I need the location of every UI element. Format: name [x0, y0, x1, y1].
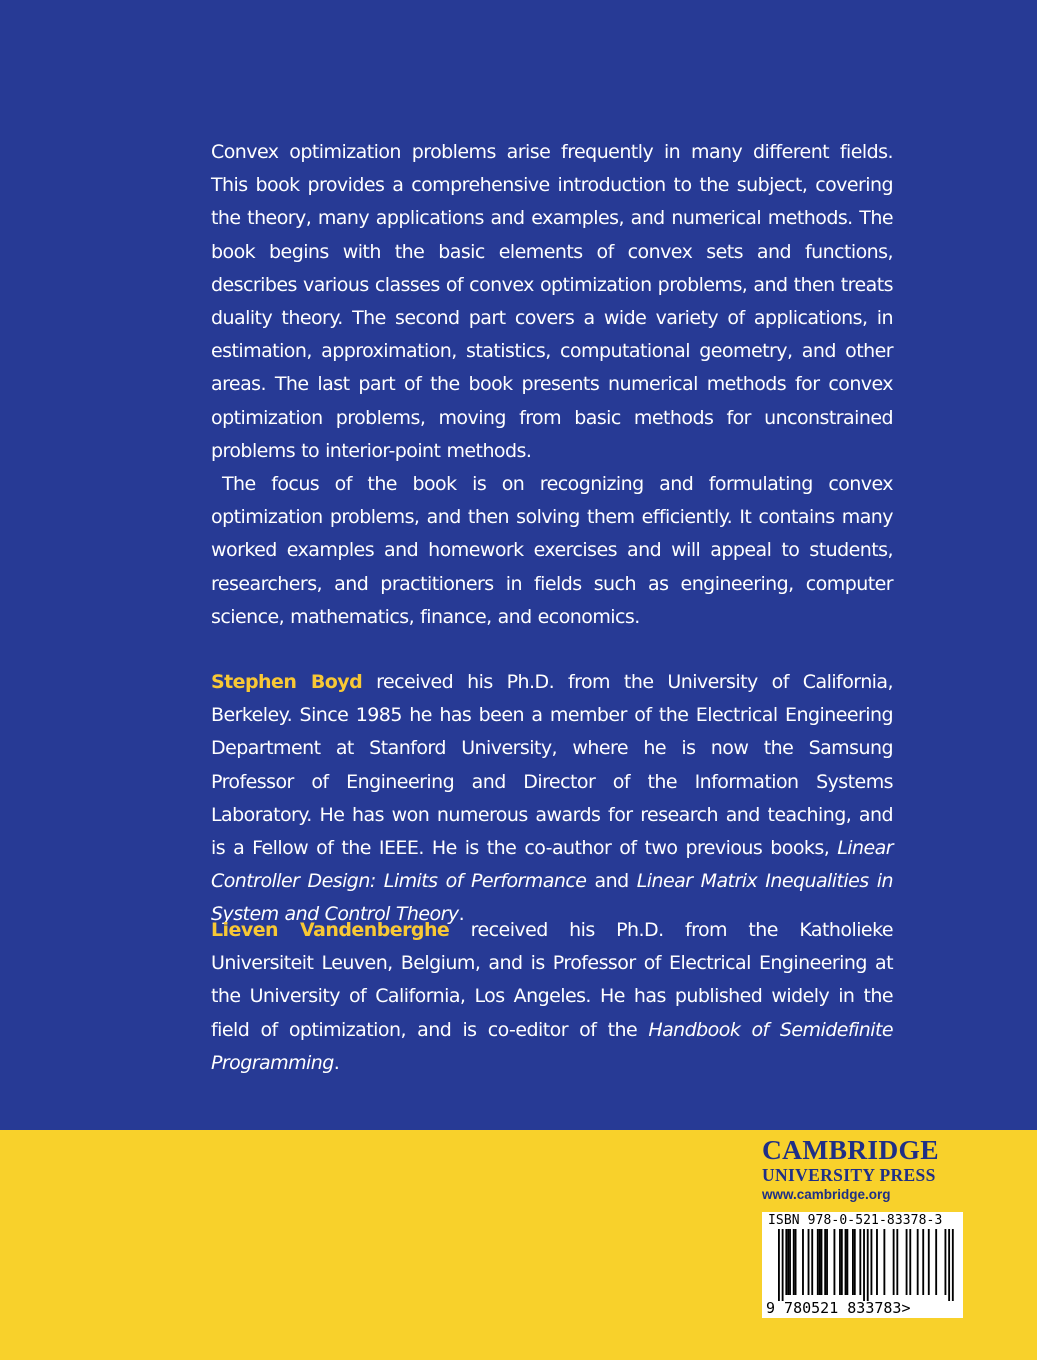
barcode-bar [834, 1229, 836, 1295]
barcode-bar [906, 1229, 908, 1295]
author-bio-boyd [211, 666, 893, 932]
book-title: Linear Controller Design: Limits of Performance [211, 837, 893, 893]
author-bio-text: and [586, 870, 637, 893]
publisher-url: www.cambridge.org [762, 1187, 891, 1202]
barcode-bar [808, 1229, 810, 1295]
barcode-bar [863, 1229, 865, 1301]
barcode-bar [896, 1229, 898, 1295]
barcode-bar [789, 1229, 791, 1295]
barcode-bar [821, 1229, 823, 1295]
book-title: Handbook of Semidefinite Programming [211, 1018, 893, 1074]
barcode-digits [766, 1299, 911, 1317]
barcode-bar [819, 1229, 821, 1295]
barcode-bar [824, 1229, 826, 1295]
book-title: Linear Matrix Inequalities in System and Control Theory [211, 870, 893, 926]
book-description [211, 136, 893, 634]
author-bio-paragraph [211, 666, 893, 932]
barcode-bar [928, 1229, 930, 1295]
barcode-bar [854, 1229, 856, 1295]
barcode-bar [787, 1229, 789, 1295]
barcode-bar [871, 1229, 873, 1295]
barcode-bar [876, 1229, 878, 1295]
publisher-subtitle: UNIVERSITY PRESS [762, 1165, 936, 1185]
barcode-bar [839, 1229, 841, 1295]
author-bio-text: . [333, 1051, 340, 1074]
barcode-bar [952, 1229, 954, 1301]
barcode-bar [841, 1229, 843, 1295]
barcode-number: 9 780521 833783 [766, 1299, 902, 1317]
author-bio-text: received his Ph.D. from the University of California, Berkeley. Since 1985 he has been a member of the Electrical Engineering Department at Stanford University, where he is now the Samsung Professor of Engineering and Director of the Information Systems Laboratory. He has won numerous awards for research and teaching, and is a Fellow of the IEEE. He is the co-author of two previous books, [211, 671, 893, 860]
barcode-bar [909, 1229, 911, 1295]
barcode-bar [852, 1229, 854, 1295]
barcode-bar [948, 1229, 950, 1301]
barcode-bar [945, 1229, 947, 1295]
barcode-bar [778, 1229, 780, 1301]
barcode-bar [917, 1229, 919, 1295]
barcode-end-mark: > [901, 1299, 911, 1317]
author-bio-vandenberghe [211, 914, 893, 1080]
publisher-logo [762, 1135, 966, 1205]
barcode-bar [883, 1229, 885, 1295]
barcode-bar [893, 1229, 895, 1295]
barcode-icon [762, 1229, 963, 1301]
barcode-bar [867, 1229, 869, 1301]
author-bio-text: received his Ph.D. from the Katholieke Universiteit Leuven, Belgium, and is Professor of Electrical Engineering at the University of California, Los Angeles. He has published widely in the field of optimization, and is co-editor of the [211, 919, 893, 1041]
barcode-bar [793, 1229, 795, 1295]
isbn-barcode [762, 1212, 963, 1318]
barcode-bar [785, 1229, 787, 1295]
barcode-bar [802, 1229, 804, 1295]
barcode-bar [817, 1229, 819, 1295]
publisher-name: CAMBRIDGE [762, 1134, 939, 1165]
description-paragraph-1: Convex optimization problems arise frequently in many different fields. This book provides a comprehensive introduction to the subject, covering the theory, many applications and examples, and numerical methods. The book begins with the basic elements of convex sets and functions, describes various classes of convex optimization problems, and then treats duality theory. The second part covers a wide variety of applications, in estimation, approximation, statistics, computational geometry, and other areas. The last part of the book presents numerical methods for convex optimization problems, moving from basic methods for unconstrained problems to interior-point methods. [211, 141, 893, 462]
author-bio-paragraph [211, 914, 893, 1080]
author-bio-text: . [458, 903, 465, 926]
author-name: Stephen Boyd [211, 671, 363, 693]
barcode-bar [782, 1229, 784, 1301]
barcode-bar [826, 1229, 828, 1295]
barcode-bar [811, 1229, 813, 1295]
barcode-bar [859, 1229, 861, 1295]
barcode-bar [935, 1229, 937, 1295]
isbn-label: ISBN 978-0-521-83378-3 [768, 1213, 943, 1228]
barcode-bar [795, 1229, 797, 1295]
barcode-bar [846, 1229, 848, 1295]
barcode-bar [922, 1229, 924, 1295]
description-paragraph-2: The focus of the book is on recognizing and formulating convex optimization problems, and then solving them efficiently. It contains many worked examples and homework exercises and will appeal to students, researchers, and practitioners in fields such as engineering, computer science, mathematics, finance, and economics. [211, 473, 893, 628]
author-name: Lieven Vandenberghe [211, 919, 450, 941]
barcode-bar [845, 1229, 847, 1295]
